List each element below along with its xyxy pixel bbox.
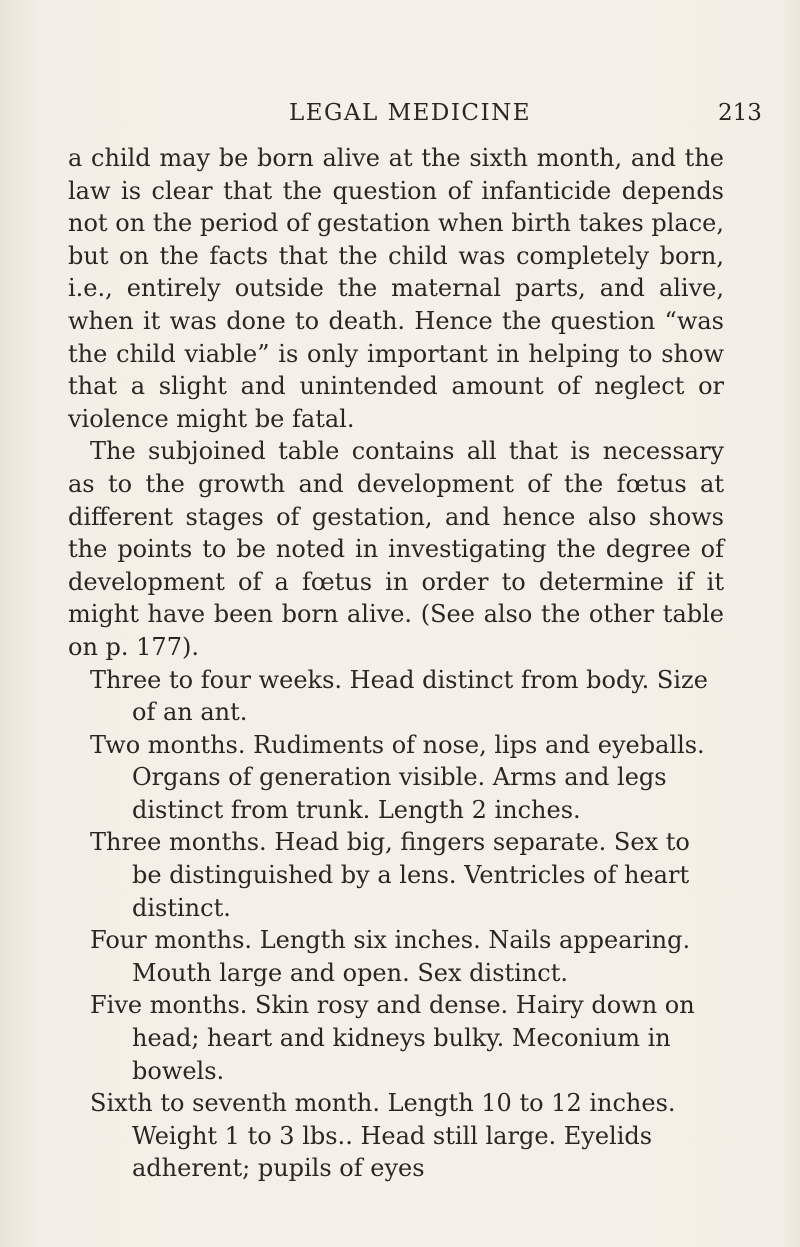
paragraph-table-intro: The subjoined table contains all that is necessary as to the growth and development of the fœtus at different stages of gestation, and hence also shows the points to be noted in investigating the degree of development of a fœtus in order to determine if it might have been born alive. (See also the other table on p. 177).: [68, 437, 724, 661]
paragraph-infanticide: a child may be born alive at the sixth month, and the law is clear that the question of infanticide depends not on the period of gestation when birth takes place, but on the facts that the child was completely born, i.e., entirely outside the maternal parts, and alive, when it was done to death. Hence the question “was the child viable” is only important in helping to show that a slight and unintended amount of neglect or violence might be fatal.: [68, 144, 724, 433]
page-number: 213: [718, 100, 762, 126]
stage-item: Three months. Head big, fingers separate. Sex to be distinguished by a lens. Ventricles of heart distinct.: [90, 828, 690, 922]
stage-item: Four months. Length six inches. Nails appearing. Mouth large and open. Sex distinct.: [90, 926, 691, 987]
stage-item: Three to four weeks. Head distinct from body. Size of an ant.: [90, 665, 708, 727]
page-header: [0, 100, 800, 130]
stage-item: Five months. Skin rosy and dense. Hairy down on head; heart and kidneys bulky. Meconium in bowels.: [90, 991, 695, 1085]
gestation-stage-list: [68, 664, 724, 1186]
body-text: [68, 142, 724, 1185]
stage-item: Two months. Rudiments of nose, lips and eyeballs. Organs of generation visible. Arms and legs distinct from trunk. Length 2 inches.: [90, 730, 705, 824]
running-title: LEGAL MEDICINE: [288, 100, 532, 126]
stage-item: Sixth to seventh month. Length 10 to 12 inches. Weight 1 to 3 lbs.. Head still large. Eyelids adherent; pupils of eyes: [90, 1089, 676, 1183]
